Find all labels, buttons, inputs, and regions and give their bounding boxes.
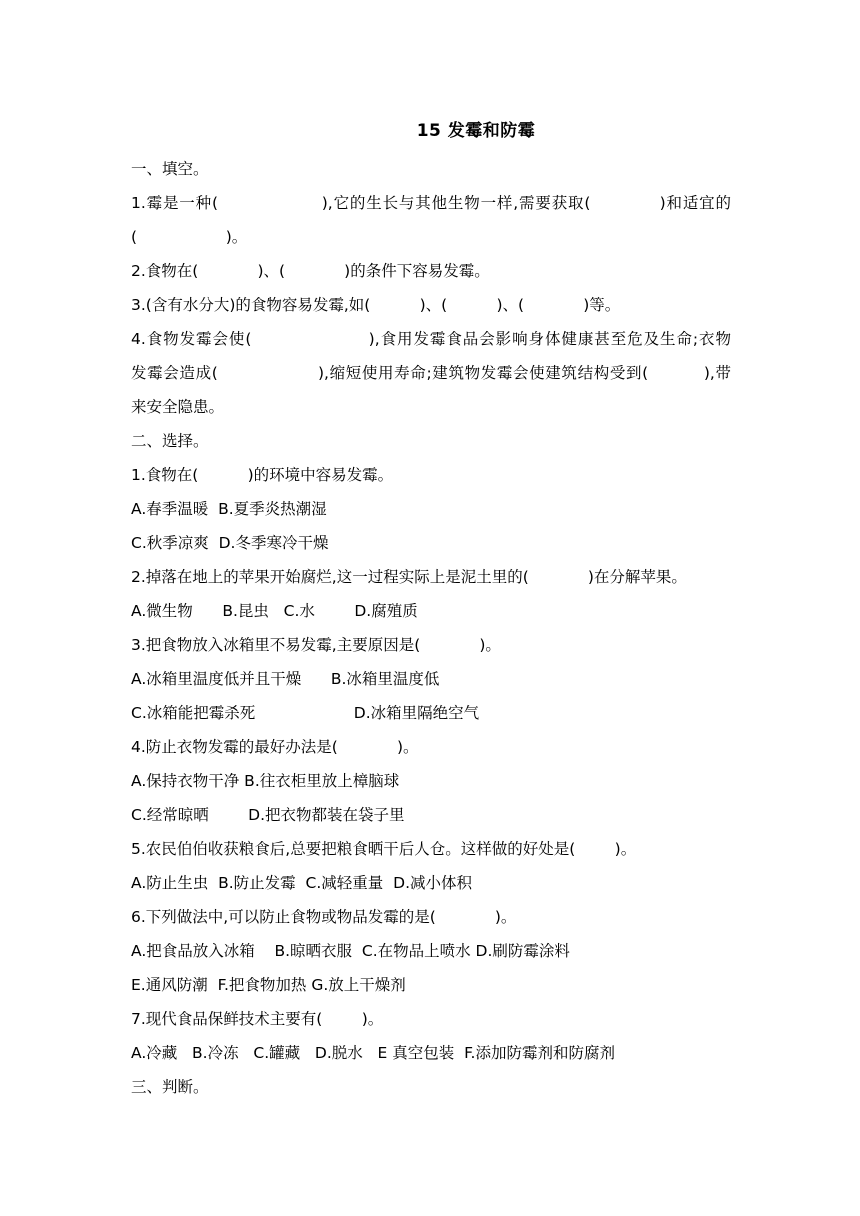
question-line: 7.现代食品保鲜技术主要有( )。 (131, 1010, 384, 1028)
option-line: A.保持衣物干净 B.往衣柜里放上樟脑球 (131, 772, 400, 790)
question-line: 4.食物发霉会使( ),食用发霉食品会影响身体健康甚至危及生命;衣物 (131, 330, 731, 348)
question-line: 来安全隐患。 (131, 398, 225, 416)
option-line: A.微生物 B.昆虫 C.水 D.腐殖质 (131, 602, 418, 620)
question-line: 1.食物在( )的环境中容易发霉。 (131, 466, 394, 484)
option-line: A.防止生虫 B.防止发霉 C.减轻重量 D.减小体积 (131, 874, 472, 892)
option-line: A.冰箱里温度低并且干燥 B.冰箱里温度低 (131, 670, 440, 688)
question-line: 6.下列做法中,可以防止食物或物品发霉的是( )。 (131, 908, 517, 926)
section-heading-judge: 三、判断。 (131, 1078, 209, 1096)
question-line: 1.霉是一种( ),它的生长与其他生物一样,需要获取( )和适宜的 (131, 194, 731, 212)
section-heading-choice: 二、选择。 (131, 432, 209, 450)
option-line: A.把食品放入冰箱 B.晾晒衣服 C.在物品上喷水 D.刷防霉涂料 (131, 942, 570, 960)
question-line: 发霉会造成( ),缩短使用寿命;建筑物发霉会使建筑结构受到( ),带 (131, 364, 731, 382)
option-line: E.通风防潮 F.把食物加热 G.放上干燥剂 (131, 976, 406, 994)
question-line: 3.(含有水分大)的食物容易发霉,如( )、( )、( )等。 (131, 296, 621, 314)
page-title: 15 发霉和防霉 (416, 121, 536, 141)
option-line: C.经常晾晒 D.把衣物都装在袋子里 (131, 806, 405, 824)
question-line: 4.防止衣物发霉的最好办法是( )。 (131, 738, 419, 756)
question-line: 5.农民伯伯收获粮食后,总要把粮食晒干后人仓。这样做的好处是( )。 (131, 840, 637, 858)
question-line: ( )。 (131, 228, 248, 246)
question-line: 2.掉落在地上的苹果开始腐烂,这一过程实际上是泥土里的( )在分解苹果。 (131, 568, 687, 586)
worksheet-body (131, 152, 731, 1104)
question-line: 3.把食物放入冰箱里不易发霉,主要原因是( )。 (131, 636, 501, 654)
option-line: C.秋季凉爽 D.冬季寒冷干燥 (131, 534, 329, 552)
option-line: C.冰箱能把霉杀死 D.冰箱里隔绝空气 (131, 704, 480, 722)
question-line: 2.食物在( )、( )的条件下容易发霉。 (131, 262, 490, 280)
section-heading-fill-blank: 一、填空。 (131, 160, 209, 178)
option-line: A.冷藏 B.冷冻 C.罐藏 D.脱水 E 真空包装 F.添加防霉剂和防腐剂 (131, 1044, 615, 1062)
option-line: A.春季温暖 B.夏季炎热潮湿 (131, 500, 327, 518)
